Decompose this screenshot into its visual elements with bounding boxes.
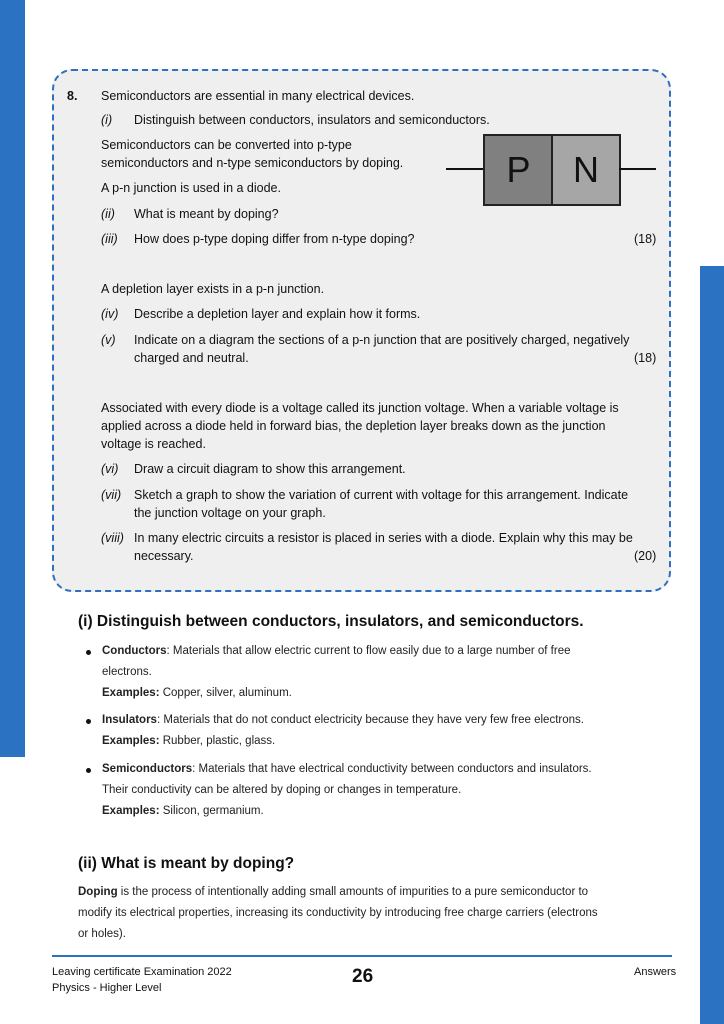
footer-divider xyxy=(52,955,672,957)
answer-ii-heading: (ii) What is meant by doping? xyxy=(78,855,295,872)
conductors-text-1: : Materials that allow electric current to flow easily due to a large number of free xyxy=(166,645,571,657)
semiconductors-examples: Silicon, germanium. xyxy=(159,805,264,817)
insulators-item xyxy=(102,710,642,752)
part-vi-label: (vi) xyxy=(101,462,119,476)
conductors-item xyxy=(102,641,642,704)
marks-3: (20) xyxy=(634,549,657,563)
conductors-text-2: electrons. xyxy=(102,666,152,678)
bullet-dot xyxy=(86,650,91,655)
assoc-line-3: voltage is reached. xyxy=(101,437,206,451)
right-wire xyxy=(619,168,656,170)
doping-paragraph xyxy=(78,882,658,945)
part-v-text-1: Indicate on a diagram the sections of a p-n junction that are positively charged, negatively xyxy=(134,333,630,347)
part-i-text: Distinguish between conductors, insulators and semiconductors. xyxy=(134,113,490,127)
marks-2: (18) xyxy=(634,351,657,365)
semiconductors-text-2: Their conductivity can be altered by doping or changes in temperature. xyxy=(102,784,462,796)
semiconductors-text-1: : Materials that have electrical conductivity between conductors and insulators. xyxy=(192,763,592,775)
examples-label: Examples: xyxy=(102,735,160,747)
part-viii-text-1: In many electric circuits a resistor is placed in series with a diode. Explain why this may be xyxy=(134,531,633,545)
ptype-line-3: A p-n junction is used in a diode. xyxy=(101,181,281,195)
examples-label: Examples: xyxy=(102,687,160,699)
assoc-line-1: Associated with every diode is a voltage called its junction voltage. When a variable voltage is xyxy=(101,401,619,415)
p-region: P xyxy=(483,134,554,206)
conductors-examples: Copper, silver, aluminum. xyxy=(159,687,292,699)
assoc-line-2: applied across a diode held in forward bias, the depletion layer breaks down as the junction xyxy=(101,419,606,433)
n-region: N xyxy=(551,134,621,206)
insulators-text: : Materials that do not conduct electricity because they have very few free electrons. xyxy=(156,714,584,726)
page-number: 26 xyxy=(352,966,374,987)
footer-answers-label: Answers xyxy=(634,966,677,978)
examples-label: Examples: xyxy=(102,805,160,817)
part-iii-text: How does p-type doping differ from n-type doping? xyxy=(134,232,415,246)
part-v-text-2: charged and neutral. xyxy=(134,351,249,365)
answer-i-heading: (i) Distinguish between conductors, insulators, and semiconductors. xyxy=(78,613,584,630)
ptype-line-1: Semiconductors can be converted into p-type xyxy=(101,138,352,152)
semiconductors-item xyxy=(102,759,642,822)
question-intro: Semiconductors are essential in many electrical devices. xyxy=(101,89,415,103)
part-iv-label: (iv) xyxy=(101,307,119,321)
part-iv-text: Describe a depletion layer and explain how it forms. xyxy=(134,307,421,321)
part-vii-text-1: Sketch a graph to show the variation of current with voltage for this arrangement. Indicate xyxy=(134,488,629,502)
semiconductors-term: Semiconductors xyxy=(102,763,193,775)
part-viii-label: (viii) xyxy=(101,531,124,545)
footer-exam-title: Leaving certificate Examination 2022 xyxy=(52,966,232,978)
doping-term: Doping xyxy=(78,886,118,898)
pn-junction-diagram xyxy=(446,134,656,204)
doping-text-2: modify its electrical properties, increasing its conductivity by introducing free charge carriers (electrons xyxy=(78,907,598,919)
part-vii-label: (vii) xyxy=(101,488,122,502)
ptype-line-2: semiconductors and n-type semiconductors by doping. xyxy=(101,156,404,170)
part-v-label: (v) xyxy=(101,333,116,347)
part-vi-text: Draw a circuit diagram to show this arrangement. xyxy=(134,462,406,476)
part-viii-text-2: necessary. xyxy=(134,549,194,563)
part-i-label: (i) xyxy=(101,113,113,127)
question-number: 8. xyxy=(67,89,78,103)
marks-1: (18) xyxy=(634,232,657,246)
depletion-intro: A depletion layer exists in a p-n junction. xyxy=(101,282,325,296)
part-vii-text-2: the junction voltage on your graph. xyxy=(134,506,326,520)
insulators-term: Insulators xyxy=(102,714,157,726)
left-accent-bar xyxy=(0,0,25,757)
bullet-dot xyxy=(86,719,91,724)
doping-text-1: is the process of intentionally adding small amounts of impurities to a pure semiconductor to xyxy=(117,886,589,898)
bullet-dot xyxy=(86,768,91,773)
conductors-term: Conductors xyxy=(102,645,167,657)
right-accent-bar xyxy=(700,266,724,1024)
doping-text-3: or holes). xyxy=(78,928,126,940)
part-iii-label: (iii) xyxy=(101,232,118,246)
left-wire xyxy=(446,168,484,170)
footer-subject: Physics - Higher Level xyxy=(52,982,162,994)
part-ii-label: (ii) xyxy=(101,207,115,221)
insulators-examples: Rubber, plastic, glass. xyxy=(159,735,276,747)
part-ii-text: What is meant by doping? xyxy=(134,207,279,221)
